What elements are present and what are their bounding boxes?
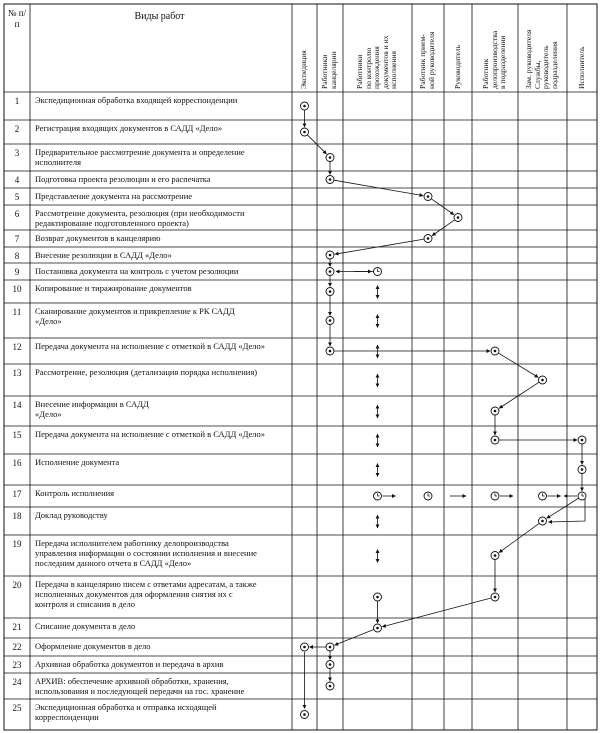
- activity-node: [578, 466, 586, 474]
- node-center: [494, 410, 497, 413]
- work-description: [35, 233, 289, 243]
- activity-node: [491, 347, 499, 355]
- work-description-line: Постановка документа на контроль с учетом резолюции: [35, 266, 239, 276]
- work-description-line: Экспедиционная обработка и отправка исходящей: [35, 702, 217, 712]
- work-description: [35, 457, 289, 467]
- node-center: [494, 554, 497, 557]
- work-description-line: исполненных документов для оформления снятия их с: [35, 589, 233, 599]
- column-header-line: руководитель: [541, 45, 551, 89]
- work-description-line: Возврат документов в канцелярию: [35, 233, 161, 243]
- work-description-line: корреспонденции: [35, 712, 99, 722]
- node-center: [329, 254, 332, 257]
- work-description-line: Представление документа на рассмотрение: [35, 191, 193, 201]
- column-header-4: [419, 7, 436, 89]
- activity-node: [326, 682, 334, 690]
- column-header-line: Службы,: [532, 60, 542, 89]
- flow-connectors: [305, 110, 587, 709]
- work-header: [32, 11, 287, 22]
- work-description-line: Предварительное рассмотрение документа и определение: [35, 147, 245, 157]
- work-description-line: Исполнение документа: [35, 457, 120, 467]
- work-description: [35, 367, 289, 377]
- activity-node: [424, 193, 432, 201]
- column-header-3: [356, 7, 399, 89]
- work-description: [35, 621, 289, 631]
- row-number: 16: [12, 458, 22, 468]
- work-description-line: Подготовка проекта резолюции и его распечатка: [35, 174, 211, 184]
- work-description: [35, 191, 289, 201]
- row-number: 8: [14, 251, 20, 261]
- node-center: [303, 105, 306, 108]
- activity-node: [326, 288, 334, 296]
- work-description-line: Оформление документов в дело: [35, 641, 151, 651]
- activity-node: [491, 407, 499, 415]
- column-header-line: Работник прием-: [418, 34, 428, 89]
- control-clock-node: [578, 492, 586, 500]
- num-header-label: № п/п: [7, 8, 27, 29]
- column-header-2: [321, 7, 338, 89]
- work-description: [35, 341, 289, 351]
- activity-node: [326, 176, 334, 184]
- row-number: 12: [12, 342, 22, 352]
- column-header-line: Зам. руководителя: [524, 29, 534, 89]
- activity-node: [326, 268, 334, 276]
- node-center: [329, 178, 332, 181]
- node-center: [541, 520, 544, 523]
- activity-node: [301, 128, 309, 136]
- column-header-line: подразделения: [550, 41, 560, 89]
- activity-node: [578, 436, 586, 444]
- control-clock-node: [424, 492, 432, 500]
- work-description-line: Внесение информации в САДД: [35, 399, 149, 409]
- node-center: [329, 156, 332, 159]
- row-number: 24: [12, 677, 22, 687]
- work-description: [35, 579, 289, 609]
- node-center: [457, 216, 460, 219]
- column-header-5: [454, 7, 463, 89]
- node-center: [494, 439, 497, 442]
- column-header-line: прохождения: [372, 46, 382, 89]
- work-description-line: Передача в канцелярию писем с ответами адресатам, а также: [35, 579, 257, 589]
- column-header-6: [482, 7, 508, 89]
- node-center: [329, 685, 332, 688]
- column-header-line: документов и их: [380, 35, 390, 89]
- column-header-line: Экспедиция: [299, 50, 309, 89]
- work-description: [35, 538, 289, 568]
- activity-node: [326, 317, 334, 325]
- row-number: 18: [12, 511, 22, 521]
- activity-node: [301, 102, 309, 110]
- node-center: [581, 468, 584, 471]
- node-center: [329, 646, 332, 649]
- work-description-line: Передача документа на исполнение с отметкой в САДД «Дело»: [35, 429, 266, 439]
- flow-arrow: [432, 220, 455, 236]
- work-description-line: Рассмотрение, резолюция (детализация порядка исполнения): [35, 367, 258, 377]
- row-number: 5: [14, 192, 20, 202]
- node-center: [329, 290, 332, 293]
- flow-arrow: [431, 199, 454, 215]
- row-number: 10: [12, 284, 22, 294]
- row-number: 2: [14, 124, 20, 134]
- column-header-line: Работники: [355, 54, 364, 89]
- row-number: 15: [12, 430, 22, 440]
- row-number: 21: [12, 622, 22, 632]
- node-center: [303, 131, 306, 134]
- control-clock-node: [491, 492, 499, 500]
- work-description-line: Копирование и тиражирование документов: [35, 283, 192, 293]
- column-header-line: Работник: [481, 58, 491, 89]
- activity-node: [326, 661, 334, 669]
- work-description-line: Списание документа в дело: [35, 621, 136, 631]
- node-center: [494, 596, 497, 599]
- activity-node: [424, 235, 432, 243]
- row-number: 23: [12, 660, 22, 670]
- activity-node: [301, 643, 309, 651]
- activity-node: [326, 643, 334, 651]
- work-description-line: Доклад руководству: [35, 510, 108, 520]
- work-description-line: Передача документа на исполнение с отметкой в САДД «Дело»: [35, 341, 266, 351]
- work-description: [35, 641, 289, 651]
- work-description-line: Экспедиционная обработка входящей корреспонденции: [35, 95, 238, 105]
- node-center: [376, 596, 379, 599]
- column-header-line: в подразделении: [498, 35, 508, 89]
- node-center: [376, 627, 379, 630]
- row-number: 25: [12, 703, 22, 713]
- row-number: 11: [12, 307, 22, 317]
- node-center: [329, 319, 332, 322]
- activity-node: [374, 593, 382, 601]
- work-description-line: Передача исполнителем работнику делопроизводства: [35, 538, 229, 548]
- activity-node: [539, 376, 547, 384]
- column-header-line: Работники: [320, 54, 330, 89]
- column-header-1: [300, 7, 309, 89]
- work-description: [35, 659, 289, 669]
- row-number: 20: [12, 580, 22, 590]
- control-clock-node: [374, 268, 382, 276]
- work-description-line: Сканирование документов и прикрепление к РК САДД: [35, 306, 235, 316]
- flow-arrow: [547, 498, 579, 518]
- work-description: [35, 208, 289, 228]
- node-center: [427, 195, 430, 198]
- node-center: [303, 646, 306, 649]
- node-center: [427, 237, 430, 240]
- activity-node: [301, 711, 309, 719]
- activity-node: [491, 436, 499, 444]
- row-number: 6: [14, 209, 20, 219]
- column-header-7: [525, 7, 559, 89]
- control-clock-node: [539, 492, 547, 500]
- row-number: 13: [12, 368, 22, 378]
- activity-node: [491, 593, 499, 601]
- activity-node: [326, 154, 334, 162]
- column-header-line: ной руководителя: [426, 31, 436, 89]
- work-description-line: контроля и списания в дело: [35, 599, 136, 609]
- column-header-line: Руководитель: [452, 44, 462, 89]
- work-description: [35, 306, 289, 326]
- activity-node: [374, 624, 382, 632]
- flow-arrow: [335, 629, 374, 645]
- flow-arrow: [382, 598, 491, 627]
- activity-node: [454, 214, 462, 222]
- work-description-line: управления информации о состоянии исполнения и внесение: [35, 548, 257, 558]
- row-number: 9: [14, 267, 20, 277]
- column-header-line: канцелярии: [328, 51, 338, 89]
- work-description: [35, 676, 289, 696]
- column-header-8: [578, 7, 587, 89]
- row-number: 7: [14, 234, 20, 244]
- work-description: [35, 429, 289, 439]
- work-description-line: исполнителя: [35, 157, 81, 167]
- column-header-line: делопроизводства: [489, 30, 499, 89]
- work-description: [35, 702, 289, 722]
- work-description-line: Контроль исполнения: [35, 488, 115, 498]
- work-description-line: редактирование подготовленного проекта): [35, 218, 189, 228]
- work-description: [35, 95, 289, 105]
- activity-node: [539, 517, 547, 525]
- work-description: [35, 174, 289, 184]
- work-description: [35, 488, 289, 498]
- work-description: [35, 283, 289, 293]
- node-center: [329, 350, 332, 353]
- row-number: 22: [12, 642, 22, 652]
- work-description: [35, 123, 289, 133]
- work-description-line: АРХИВ: обеспечение архивной обработки, хранения,: [35, 676, 229, 686]
- control-clock-node: [374, 492, 382, 500]
- node-center: [329, 270, 332, 273]
- work-description-line: Архивная обработка документов и передача в архив: [35, 659, 224, 669]
- flow-arrow: [499, 382, 539, 408]
- work-description: [35, 147, 289, 167]
- row-number: 1: [14, 96, 20, 106]
- work-description-line: использования и последующей передачи на гос. хранение: [35, 686, 245, 696]
- row-number: 3: [14, 148, 20, 158]
- activity-node: [491, 552, 499, 560]
- row-number: 17: [12, 489, 22, 499]
- work-description: [35, 399, 289, 419]
- column-header-line: Исполнитель: [576, 46, 586, 89]
- activity-node: [326, 251, 334, 259]
- work-description-line: Регистрация входящих документов в САДД «Дело»: [35, 123, 223, 133]
- work-description-line: «Дело»: [35, 316, 62, 326]
- row-number: 14: [12, 400, 22, 410]
- column-header-line: исполнения: [389, 50, 399, 89]
- work-description: [35, 266, 289, 276]
- work-header-label: Виды работ: [134, 11, 185, 22]
- row-number: 4: [14, 175, 20, 185]
- node-center: [494, 350, 497, 353]
- node-center: [581, 439, 584, 442]
- flow-arrow: [499, 523, 539, 552]
- work-description-line: последним данного отчета в САДД «Дело»: [35, 558, 192, 568]
- work-description-line: Рассмотрение документа, резолюция (при необходимости: [35, 208, 245, 218]
- work-description-line: «Дело»: [35, 409, 62, 419]
- row-number: 19: [12, 539, 22, 549]
- column-header-line: по контролю: [363, 47, 373, 89]
- work-description: [35, 510, 289, 520]
- activity-node: [326, 347, 334, 355]
- work-description-line: Внесение резолюции в САДД «Дело»: [35, 250, 172, 260]
- num-header: [6, 8, 28, 30]
- node-center: [303, 713, 306, 716]
- node-center: [541, 379, 544, 382]
- node-center: [329, 663, 332, 666]
- work-description: [35, 250, 289, 260]
